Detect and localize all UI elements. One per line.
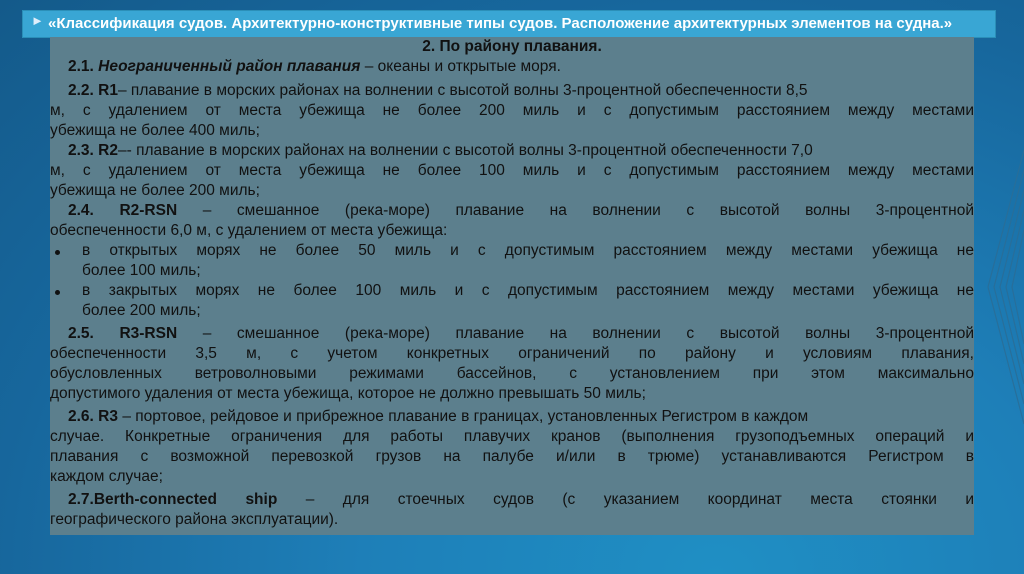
item-2-6-line-1: 2.6. R3 – портовое, рейдовое и прибрежное плавание в границах, установленных Регистром в каждом [68,408,809,425]
item-2-7-line-2: географического района эксплуатации). [50,511,339,528]
item-2-5-line-3: обусловленных ветроволновыми режимами бассейнов, с установлением при этом максимально [50,365,974,382]
section-heading: 2. По району плавания. [422,38,602,55]
bullet-icon [55,250,60,255]
content-panel [50,37,974,535]
item-2-7-line-1: 2.7.Berth-connected ship – для стоечных судов (с указанием координат места стоянки и [68,491,974,508]
item-2-3-line-1: 2.3. R2–- плавание в морских районах на волнении с высотой волны 3-процентной обеспеченности 7,0 [68,142,813,159]
item-2-4-bullet-2-line-1: в закрытых морях не более 100 миль и с допустимым расстоянием между местами убежища не [82,282,974,299]
item-2-5-line-4: допустимого удаления от места убежища, которое не должно превышать 50 миль; [50,385,646,402]
item-2-6-line-3: плавания с возможной перевозкой грузов на палубе и/или в трюме) устанавливаются Регистром в [50,448,974,465]
chevron-decoration-icon [984,0,1024,574]
item-2-5-line-1: 2.5. R3-RSN – смешанное (река-море) плавание на волнении с высотой волны 3-процентной [68,325,974,342]
title-bar [22,10,996,38]
item-2-3-line-2: м, с удалением от места убежища не более 100 миль и с допустимым расстоянием между местами [50,162,974,179]
item-2-6-line-4: каждом случае; [50,468,163,485]
item-2-2-line-3: убежища не более 400 миль; [50,122,260,139]
item-2-6-line-2: случае. Конкретные ограничения для работы плавучих кранов (выполнения грузоподъемных операций и [50,428,974,445]
item-2-2-line-2: м, с удалением от места убежища не более 200 миль и с допустимым расстоянием между местами [50,102,974,119]
item-2-1: 2.1. Неограниченный район плавания – океаны и открытые моря. [68,58,561,75]
slide-title: «Классификация судов. Архитектурно-конструктивные типы судов. Расположение архитектурных элементов на судна.» [48,15,953,32]
item-2-2-line-1: 2.2. R1– плавание в морских районах на волнении с высотой волны 3-процентной обеспеченности 8,5 [68,82,808,99]
arrow-bullet-icon: ► [31,13,44,28]
item-2-4-bullet-1-line-2: более 100 миль; [82,262,201,279]
item-2-5-line-2: обеспеченности 3,5 м, с учетом конкретных ограничений по району и условиям плавания, [50,345,974,362]
bullet-icon [55,290,60,295]
item-2-4-line-2: обеспеченности 6,0 м, с удалением от места убежища: [50,222,448,239]
item-2-4-line-1: 2.4. R2-RSN – смешанное (река-море) плавание на волнении с высотой волны 3-процентной [68,202,974,219]
item-2-4-bullet-2-line-2: более 200 миль; [82,302,201,319]
item-2-4-bullet-1-line-1: в открытых морях не более 50 миль и с допустимым расстоянием между местами убежища не [82,242,974,259]
item-2-3-line-3: убежища не более 200 миль; [50,182,260,199]
